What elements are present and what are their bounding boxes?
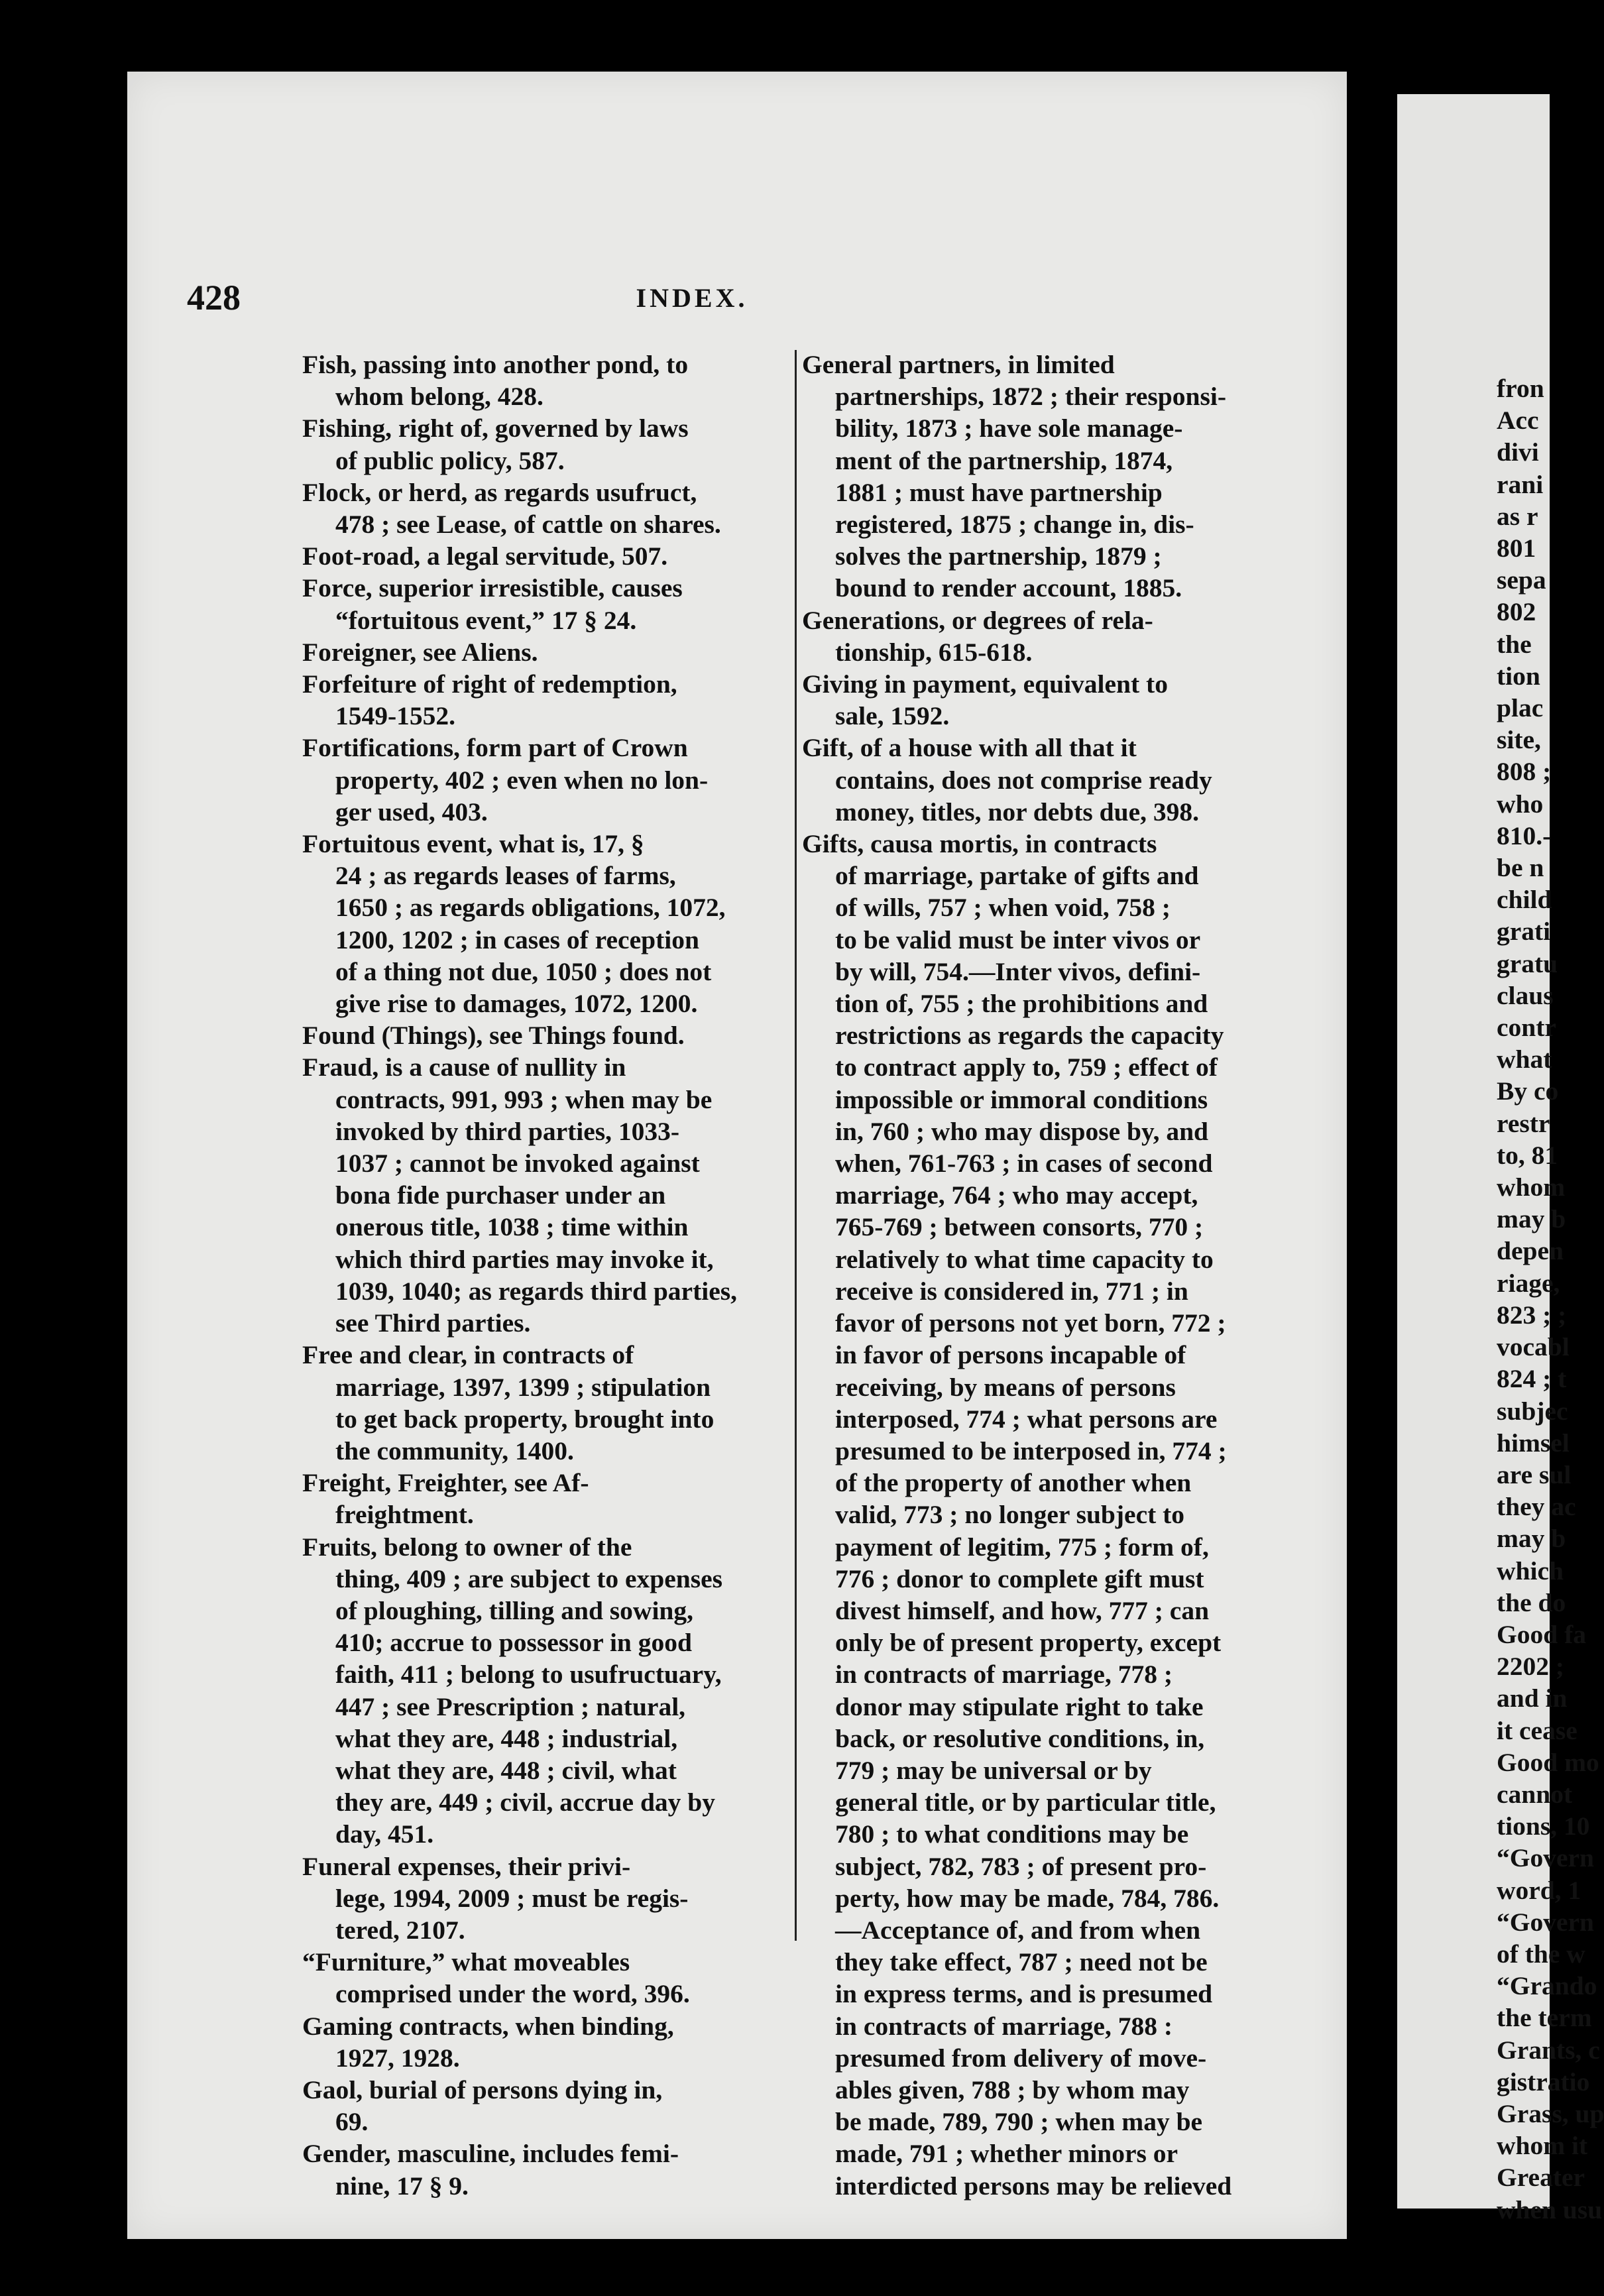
page-number: 428	[187, 278, 241, 317]
next-page-fragment: “Govern	[1497, 1843, 1595, 1873]
entry-heading-line: Gifts, causa mortis, in contracts	[802, 829, 1157, 859]
entry-continuation-line: contracts, 991, 993 ; when may be	[335, 1084, 713, 1114]
entry-heading-line: Fishing, right of, governed by laws	[302, 414, 689, 443]
next-page-fragment: restr	[1497, 1108, 1550, 1138]
entry-continuation-line: nine, 17 § 9.	[335, 2171, 469, 2201]
next-page-fragment: By co	[1497, 1076, 1559, 1106]
entry-continuation-line: —Acceptance of, and from when	[835, 1915, 1201, 1945]
next-page-fragment: and in	[1497, 1684, 1568, 1713]
entry-continuation-line: marriage, 1397, 1399 ; stipulation	[335, 1372, 711, 1402]
entry-continuation-line: see Third parties.	[335, 1308, 531, 1338]
next-page-fragment: vocabl	[1497, 1332, 1570, 1362]
entry-continuation-line: the community, 1400.	[335, 1436, 574, 1465]
index-entry	[302, 572, 787, 636]
next-page-fragment: what	[1497, 1045, 1552, 1074]
entry-heading-line: Gift, of a house with all that it	[802, 733, 1137, 763]
entry-continuation-line: 410; accrue to possessor in good	[335, 1628, 692, 1658]
entry-continuation-line: by will, 754.—Inter vivos, defini-	[835, 956, 1201, 986]
entry-heading-line: Fruits, belong to owner of the	[302, 1532, 632, 1562]
next-page-fragment: himsel	[1497, 1428, 1570, 1458]
entry-continuation-line: money, titles, nor debts due, 398.	[835, 797, 1200, 827]
index-entry	[302, 1467, 787, 1530]
entry-continuation-line: “fortuitous event,” 17 § 24.	[335, 605, 637, 635]
index-entry	[302, 1019, 787, 1051]
entry-heading-line: Fortifications, form part of Crown	[302, 733, 688, 763]
entry-continuation-line: they take effect, 787 ; need not be	[835, 1947, 1208, 1977]
entry-continuation-line: bound to render account, 1885.	[835, 573, 1182, 603]
next-page-fragment: the term	[1497, 2003, 1592, 2033]
next-page-fragment: plac	[1497, 693, 1544, 723]
next-page-fragment: rani	[1497, 469, 1544, 499]
next-page-fragment: may b	[1497, 1524, 1566, 1554]
next-page-fragment: which	[1497, 1556, 1564, 1585]
index-entry	[302, 2074, 787, 2138]
next-page-fragment: 2202 ;	[1497, 1652, 1565, 1682]
entry-continuation-line: 780 ; to what conditions may be	[835, 1819, 1189, 1849]
entry-continuation-line: valid, 773 ; no longer subject to	[835, 1500, 1185, 1530]
next-page-fragment: claus	[1497, 980, 1554, 1010]
entry-heading-line: Gaol, burial of persons dying in,	[302, 2075, 663, 2104]
next-page-fragment: Good mo	[1497, 1747, 1599, 1777]
entry-continuation-line: donor may stipulate right to take	[835, 1692, 1204, 1721]
entry-continuation-line: to get back property, brought into	[335, 1404, 715, 1434]
next-page-fragment: subjec	[1497, 1396, 1568, 1426]
entry-continuation-line: to contract apply to, 759 ; effect of	[835, 1053, 1218, 1082]
entry-continuation-line: 1549-1552.	[335, 701, 456, 731]
next-page-fragment: child	[1497, 885, 1552, 915]
entry-continuation-line: 1039, 1040; as regards third parties,	[335, 1276, 738, 1306]
next-page-fragment: depen	[1497, 1236, 1564, 1266]
entry-heading-line: Freight, Freighter, see Af-	[302, 1468, 589, 1498]
entry-heading-line: Forfeiture of right of redemption,	[302, 669, 677, 699]
next-page-fragment: the do	[1497, 1587, 1566, 1617]
next-page-fragment: site,	[1497, 725, 1541, 755]
entry-continuation-line: ables given, 788 ; by whom may	[835, 2075, 1190, 2104]
entry-heading-line: Found (Things), see Things found.	[302, 1021, 685, 1051]
next-page-fragment: when usu	[1497, 2195, 1603, 2224]
index-entry	[302, 668, 787, 732]
entry-continuation-line: only be of present property, except	[835, 1628, 1222, 1658]
entry-continuation-line: in favor of persons incapable of	[835, 1340, 1186, 1370]
entry-continuation-line: 765-769 ; between consorts, 770 ;	[835, 1212, 1204, 1242]
entry-continuation-line: sale, 1592.	[835, 701, 950, 731]
index-entry	[302, 1851, 787, 1947]
next-page-fragment: 823 ; ;	[1497, 1300, 1567, 1330]
entry-continuation-line: thing, 409 ; are subject to expenses	[335, 1564, 723, 1593]
next-page-fragment: Good fa	[1497, 1619, 1586, 1649]
next-page-fragment: 824 ; t	[1497, 1364, 1567, 1394]
next-page-fragment: who	[1497, 789, 1544, 819]
entry-continuation-line: restrictions as regards the capacity	[835, 1021, 1224, 1051]
entry-continuation-line: 1037 ; cannot be invoked against	[335, 1149, 700, 1178]
next-page-fragment: they ac	[1497, 1492, 1576, 1522]
entry-heading-line: General partners, in limited	[802, 350, 1115, 379]
entry-continuation-line: bona fide purchaser under an	[335, 1180, 666, 1210]
entry-continuation-line: 1200, 1202 ; in cases of reception	[335, 925, 699, 954]
next-page-fragment: whom	[1497, 1173, 1566, 1202]
index-entry	[802, 604, 1269, 668]
entry-continuation-line: marriage, 764 ; who may accept,	[835, 1180, 1198, 1210]
next-page-fragment: to, 81	[1497, 1140, 1558, 1170]
entry-continuation-line: of ploughing, tilling and sowing,	[335, 1595, 694, 1625]
entry-continuation-line: whom belong, 428.	[335, 382, 544, 412]
entry-continuation-line: tionship, 615-618.	[835, 637, 1033, 667]
entry-continuation-line: bility, 1873 ; have sole manage-	[835, 414, 1183, 443]
next-page-fragment: Grass, up	[1497, 2098, 1604, 2128]
next-page-fragment: gistratio	[1497, 2067, 1590, 2096]
entry-continuation-line: lege, 1994, 2009 ; must be regis-	[335, 1883, 689, 1913]
entry-continuation-line: in express terms, and is presumed	[835, 1979, 1213, 2009]
next-page-fragment: the	[1497, 629, 1532, 659]
next-page-fragment: are sul	[1497, 1460, 1572, 1489]
next-page-fragment: contr	[1497, 1013, 1556, 1043]
next-page-fragment: gratu	[1497, 948, 1558, 978]
next-page-fragment: 808 ;	[1497, 757, 1552, 787]
entry-continuation-line: receiving, by means of persons	[835, 1372, 1176, 1402]
entry-heading-line: Foreigner, see Aliens.	[302, 637, 538, 667]
index-column-left	[302, 349, 787, 2202]
index-entry	[302, 828, 787, 1019]
entry-continuation-line: back, or resolutive conditions, in,	[835, 1723, 1205, 1753]
entry-continuation-line: 24 ; as regards leases of farms,	[335, 861, 676, 891]
entry-continuation-line: 1650 ; as regards obligations, 1072,	[335, 893, 726, 923]
entry-heading-line: Fraud, is a cause of nullity in	[302, 1053, 626, 1082]
entry-continuation-line: of a thing not due, 1050 ; does not	[335, 956, 712, 986]
index-entry	[302, 1531, 787, 1851]
next-page-fragment: may b	[1497, 1204, 1566, 1234]
entry-continuation-line: 478 ; see Lease, of cattle on shares.	[335, 510, 721, 540]
entry-continuation-line: partnerships, 1872 ; their responsi-	[835, 382, 1226, 412]
entry-continuation-line: what they are, 448 ; industrial,	[335, 1723, 678, 1753]
entry-continuation-line: relatively to what time capacity to	[835, 1244, 1214, 1274]
index-entry	[802, 828, 1269, 2202]
index-column-right	[802, 349, 1269, 2202]
next-page-fragment: “Govern	[1497, 1907, 1595, 1937]
next-page-fragments	[1497, 373, 1604, 2226]
entry-continuation-line: presumed to be interposed in, 774 ;	[835, 1436, 1227, 1465]
next-page-fragment: sepa	[1497, 565, 1546, 595]
entry-continuation-line: contains, does not comprise ready	[835, 765, 1212, 795]
index-entry	[302, 732, 787, 828]
entry-heading-line: Fish, passing into another pond, to	[302, 350, 689, 379]
index-entry	[302, 1051, 787, 1339]
entry-heading-line: Flock, or herd, as regards usufruct,	[302, 477, 697, 507]
next-page-fragment: 810.-	[1497, 821, 1552, 850]
index-entry	[802, 668, 1269, 732]
entry-continuation-line: subject, 782, 783 ; of present pro-	[835, 1851, 1207, 1881]
next-page-fragment: it cease	[1497, 1715, 1577, 1745]
entry-heading-line: Fortuitous event, what is, 17, §	[302, 829, 644, 859]
entry-continuation-line: what they are, 448 ; civil, what	[335, 1755, 677, 1785]
entry-continuation-line: interdicted persons may be relieved	[835, 2171, 1232, 2201]
entry-heading-line: Generations, or degrees of rela-	[802, 605, 1153, 635]
entry-continuation-line: comprised under the word, 396.	[335, 1979, 690, 2009]
entry-continuation-line: to be valid must be inter vivos or	[835, 925, 1201, 954]
entry-continuation-line: tered, 2107.	[335, 1915, 465, 1945]
next-page-fragment: riage,	[1497, 1268, 1560, 1298]
next-page-fragment: whom it	[1497, 2131, 1588, 2161]
entry-continuation-line: interposed, 774 ; what persons are	[835, 1404, 1218, 1434]
entry-continuation-line: registered, 1875 ; change in, dis-	[835, 510, 1194, 540]
next-page-fragment: Greater	[1497, 2163, 1585, 2193]
entry-heading-line: Free and clear, in contracts of	[302, 1340, 634, 1370]
entry-continuation-line: 779 ; may be universal or by	[835, 1755, 1152, 1785]
entry-continuation-line: ger used, 403.	[335, 797, 488, 827]
next-page-fragment: grati	[1497, 917, 1551, 947]
entry-continuation-line: 776 ; donor to complete gift must	[835, 1564, 1204, 1593]
next-page-edge	[1397, 94, 1604, 2224]
entry-continuation-line: they are, 449 ; civil, accrue day by	[335, 1788, 716, 1817]
entry-continuation-line: 447 ; see Prescription ; natural,	[335, 1692, 686, 1721]
entry-heading-line: Gaming contracts, when binding,	[302, 2011, 674, 2041]
next-page-fragment: be n	[1497, 853, 1544, 883]
entry-continuation-line: 1881 ; must have partnership	[835, 477, 1163, 507]
index-entry	[302, 1946, 787, 2010]
entry-continuation-line: in contracts of marriage, 788 :	[835, 2011, 1173, 2041]
entry-heading-line: Force, superior irresistible, causes	[302, 573, 683, 603]
next-page-fragment: tions, 10	[1497, 1811, 1590, 1841]
entry-continuation-line: of the property of another when	[835, 1468, 1192, 1498]
entry-continuation-line: invoked by third parties, 1033-	[335, 1116, 680, 1146]
entry-continuation-line: receive is considered in, 771 ; in	[835, 1276, 1188, 1306]
entry-continuation-line: general title, or by particular title,	[835, 1788, 1216, 1817]
next-page-fragment: Grants, c	[1497, 2035, 1600, 2065]
next-page-fragment: word, 1	[1497, 1875, 1581, 1905]
next-page-fragment: divi	[1497, 437, 1539, 467]
index-entry	[302, 412, 787, 476]
column-divider	[795, 350, 797, 1941]
next-page-fragment: tion	[1497, 661, 1540, 691]
entry-continuation-line: tion of, 755 ; the prohibitions and	[835, 989, 1208, 1019]
entry-continuation-line: made, 791 ; whether minors or	[835, 2139, 1178, 2169]
entry-continuation-line: in, 760 ; who may dispose by, and	[835, 1116, 1209, 1146]
entry-continuation-line: faith, 411 ; belong to usufructuary,	[335, 1660, 722, 1690]
entry-continuation-line: ment of the partnership, 1874,	[835, 445, 1173, 475]
index-entry	[802, 732, 1269, 828]
entry-continuation-line: day, 451.	[335, 1819, 434, 1849]
next-page-fragment: 801	[1497, 534, 1536, 563]
entry-continuation-line: solves the partnership, 1879 ;	[835, 542, 1162, 571]
entry-continuation-line: presumed from delivery of move-	[835, 2043, 1207, 2073]
page-header	[187, 277, 1197, 323]
entry-continuation-line: onerous title, 1038 ; time within	[335, 1212, 689, 1242]
index-entry	[302, 1339, 787, 1467]
entry-heading-line: Giving in payment, equivalent to	[802, 669, 1168, 699]
running-head: INDEX.	[636, 283, 748, 313]
index-entry	[302, 2010, 787, 2074]
next-page-fragment: “Grando	[1497, 1971, 1597, 2001]
index-entry	[302, 349, 787, 412]
entry-continuation-line: impossible or immoral conditions	[835, 1084, 1208, 1114]
entry-continuation-line: of public policy, 587.	[335, 445, 565, 475]
entry-heading-line: “Furniture,” what moveables	[302, 1947, 630, 1977]
entry-continuation-line: perty, how may be made, 784, 786.	[835, 1883, 1220, 1913]
entry-continuation-line: of marriage, partake of gifts and	[835, 861, 1199, 891]
entry-continuation-line: favor of persons not yet born, 772 ;	[835, 1308, 1226, 1338]
next-page-fragment: 802	[1497, 597, 1536, 627]
next-page-fragment: of the w	[1497, 1939, 1585, 1969]
entry-continuation-line: property, 402 ; even when no lon-	[335, 765, 709, 795]
entry-heading-line: Foot-road, a legal servitude, 507.	[302, 542, 668, 571]
entry-continuation-line: divest himself, and how, 777 ; can	[835, 1595, 1210, 1625]
index-entry	[302, 477, 787, 540]
entry-continuation-line: be made, 789, 790 ; when may be	[835, 2107, 1203, 2137]
entry-continuation-line: 69.	[335, 2107, 369, 2137]
entry-continuation-line: payment of legitim, 775 ; form of,	[835, 1532, 1209, 1562]
entry-continuation-line: which third parties may invoke it,	[335, 1244, 714, 1274]
next-page-fragment: as r	[1497, 501, 1538, 531]
next-page-fragment: cannot	[1497, 1779, 1573, 1809]
entry-continuation-line: in contracts of marriage, 778 ;	[835, 1660, 1173, 1690]
index-entry	[302, 636, 787, 668]
entry-heading-line: Gender, masculine, includes femi-	[302, 2139, 679, 2169]
next-page-fragment: Acc	[1497, 406, 1539, 435]
index-entry	[802, 349, 1269, 604]
entry-continuation-line: give rise to damages, 1072, 1200.	[335, 989, 698, 1019]
entry-continuation-line: of wills, 757 ; when void, 758 ;	[835, 893, 1171, 923]
entry-continuation-line: when, 761-763 ; in cases of second	[835, 1149, 1213, 1178]
entry-heading-line: Funeral expenses, their privi-	[302, 1851, 631, 1881]
next-page-fragment: fron	[1497, 374, 1544, 403]
index-entry	[302, 2138, 787, 2201]
index-entry	[302, 540, 787, 572]
entry-continuation-line: 1927, 1928.	[335, 2043, 460, 2073]
entry-continuation-line: freightment.	[335, 1500, 474, 1530]
